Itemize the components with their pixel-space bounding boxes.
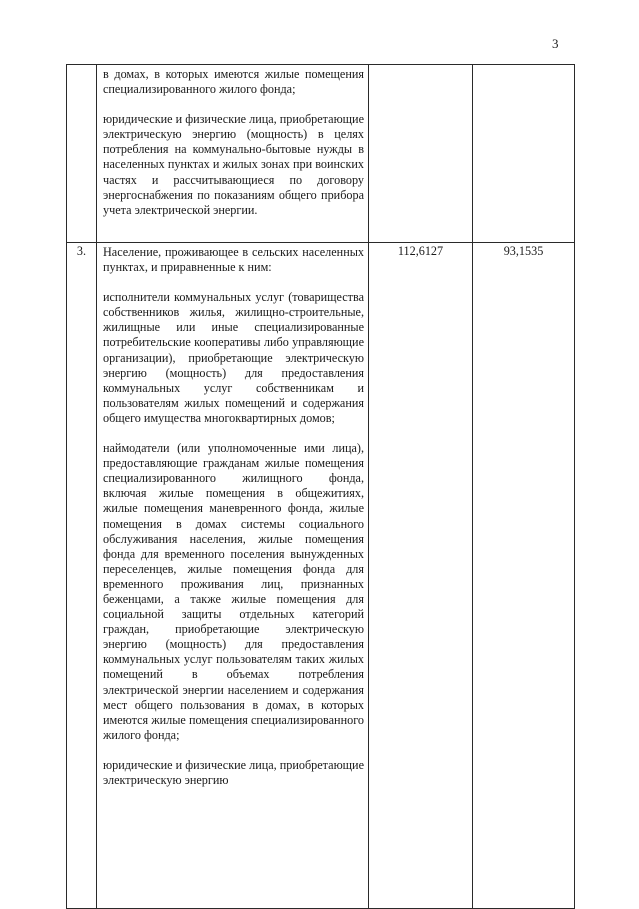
table-row: [67, 243, 575, 909]
description-cell: [97, 243, 369, 909]
description-paragraph: исполнители коммунальных услуг (товарищества собственников жилья, жилищно-строительные, жилищные или иные специализированные потребительские кооперативы либо управляющие организации), приобретающие электрическую энергию (мощность) для предоставления коммунальных услуг собственникам и пользователям жилых помещений и содержания общего имущества многоквартирных домов;: [103, 290, 364, 425]
value-cell-1: [369, 65, 473, 243]
value-cell-2: [473, 65, 575, 243]
table-row: [67, 65, 575, 243]
tariff-table: [66, 64, 575, 909]
description-paragraph: юридические и физические лица, приобретающие электрическую энергию (мощность) в целях потребления на коммунально-бытовые нужды в населенных пунктах и жилых зонах при воинских частях и рассчитывающиеся по договору энергоснабжения по показаниям общего прибора учета электрической энергии.: [103, 112, 364, 217]
description-cell: [97, 65, 369, 243]
row-number-cell: [67, 65, 97, 243]
description-paragraph: юридические и физические лица, приобретающие электрическую энергию: [103, 757, 364, 787]
description-paragraph: наймодатели (или уполномоченные ими лица), предоставляющие гражданам жилые помещения специализированного жилищного фонда, включая жилые помещения в общежитиях, жилые помещения маневренного фонда, жилые помещения в домах системы социального обслуживания населения, жилые помещения фонда для временного поселения вынужденных переселенцев, жилые помещения фонда для временного проживания лиц, признанных беженцами, а также жилые помещения для социальной защиты отдельных категорий граждан, приобретающие электрическую энергию (мощность) для предоставления коммунальных услуг пользователям таких жилых помещений в объемах потребления электрической энергии населением и содержания мест общего пользования в домах, в которых имеются жилые помещения специализированного жилого фонда;: [103, 441, 364, 742]
value-cell-1: 112,6127: [369, 243, 473, 909]
page-number: 3: [552, 36, 559, 51]
row-number-cell: 3.: [67, 243, 97, 909]
value-cell-2: 93,1535: [473, 243, 575, 909]
description-paragraph: Население, проживающее в сельских населенных пунктах, и приравненные к ним:: [103, 245, 364, 275]
description-paragraph: в домах, в которых имеются жилые помещения специализированного жилого фонда;: [103, 67, 364, 97]
